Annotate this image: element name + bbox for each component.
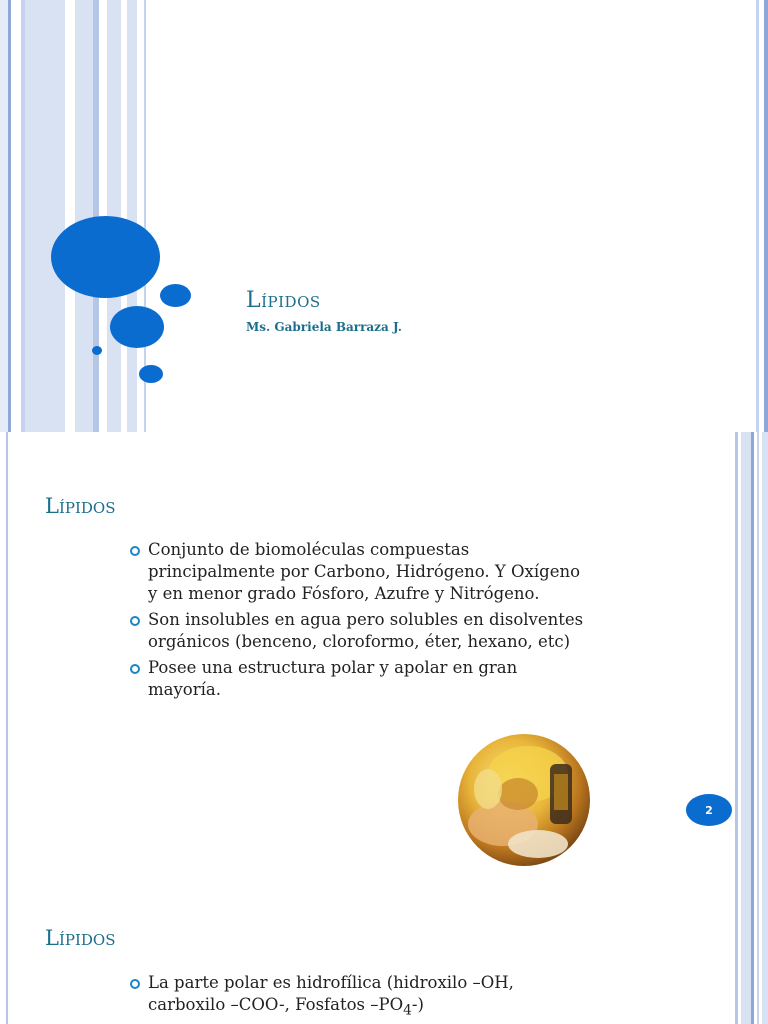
bullet-list <box>128 539 588 705</box>
circle-bullet-icon <box>130 664 140 674</box>
decor-circle-small-2 <box>139 365 163 383</box>
list-item: Son insolubles en agua pero solubles en disolventes orgánicos (benceno, cloroformo, éter, hexano, etc) <box>128 609 588 653</box>
bullet-list <box>128 972 588 1024</box>
right-edge-stripe-dark <box>764 0 768 432</box>
circle-bullet-icon <box>130 546 140 556</box>
list-item: Posee una estructura polar y apolar en gran mayoría. <box>128 657 588 701</box>
circle-bullet-icon <box>130 616 140 626</box>
decor-circle-small-1 <box>160 284 191 307</box>
slide-heading: Lípidos <box>45 926 116 950</box>
list-item: Conjunto de biomoléculas compuestas principalmente por Carbono, Hidrógeno. Y Oxígeno y en menor grado Fósforo, Azufre y Nitrógeno. <box>128 539 588 605</box>
slide-title: Lípidos <box>246 288 321 313</box>
list-item: La parte polar es hidrofílica (hidroxilo –OH, carboxilo –COO-, Fosfatos $-PO_4-$) <box>128 972 588 1021</box>
decor-circle-large <box>51 216 160 298</box>
food-oil-sphere-image <box>458 734 590 866</box>
content-slide-3 <box>0 866 768 1024</box>
right-edge-stripe <box>756 0 759 432</box>
decor-circle-medium <box>110 306 164 348</box>
content-slide-2 <box>0 432 768 866</box>
title-slide <box>0 0 768 432</box>
slide-heading: Lípidos <box>45 494 116 518</box>
left-edge-line <box>6 432 8 866</box>
slide-subtitle: Ms. Gabriela Barraza J. <box>246 320 402 334</box>
decor-circle-tiny <box>92 346 102 355</box>
circle-bullet-icon <box>130 979 140 989</box>
left-edge-line <box>6 866 8 1024</box>
page-number-badge: 2 <box>686 794 732 826</box>
